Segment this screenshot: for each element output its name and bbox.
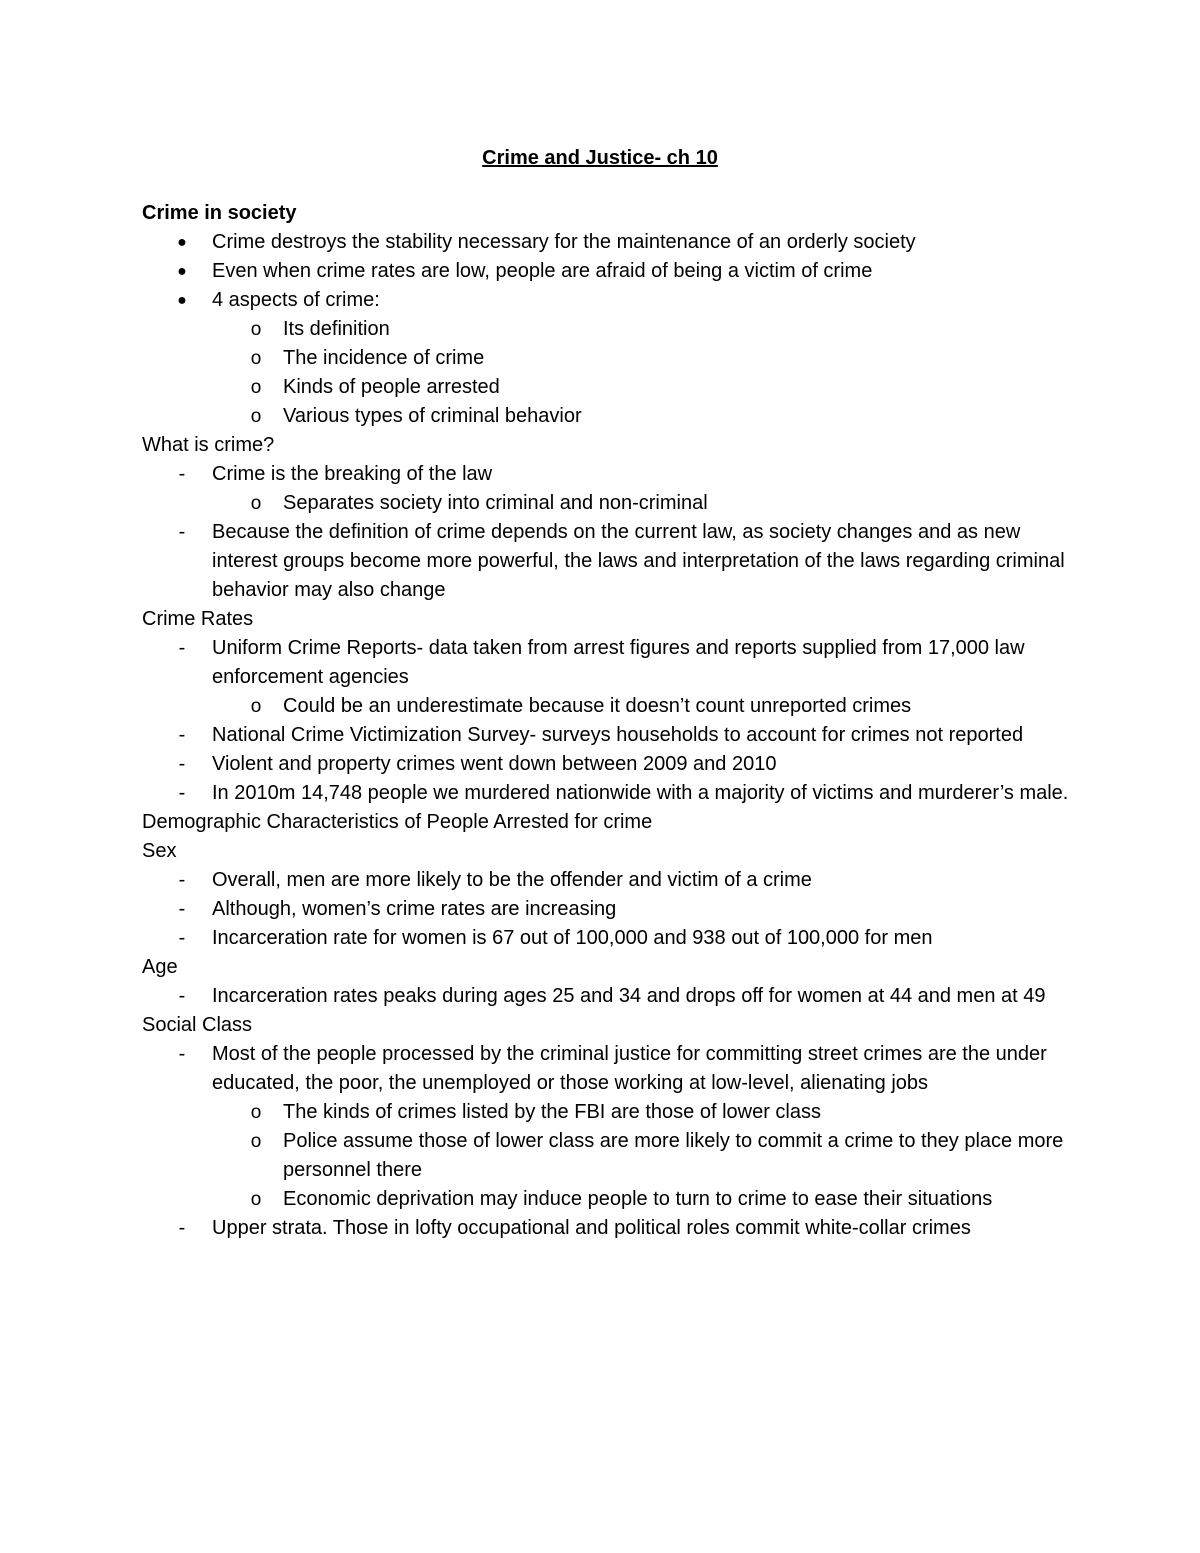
list-item [142,779,1072,808]
list-item-text: Kinds of people arrested [283,376,500,398]
list-item-text: In 2010m 14,748 people we murdered nationwide with a majority of victims and murderer’s male. [212,782,1069,804]
list-item [142,460,1072,489]
list-item [142,518,1072,605]
dash-icon: - [178,753,186,775]
dash-icon: - [178,927,186,949]
section-heading-social-class: Social Class [142,1014,253,1036]
sub-list-item [142,344,1072,373]
page-title: Crime and Justice- ch 10 [482,147,718,169]
sub-list-item [142,1185,1072,1214]
list-item-text: Economic deprivation may induce people to turn to crime to ease their situations [283,1188,993,1210]
list-item-text: Incarceration rates peaks during ages 25 and 34 and drops off for women at 44 and men at 49 [212,985,1046,1007]
dash-icon: - [178,869,186,891]
sub-list-item [142,1098,1072,1127]
circle-bullet-icon: o [250,377,262,398]
list-item [142,721,1072,750]
list-item-text: Crime destroys the stability necessary for the maintenance of an orderly society [212,231,916,253]
list-item [142,895,1072,924]
document-body [142,199,1072,1243]
list-item-text: Separates society into criminal and non-criminal [283,492,708,514]
list-item [142,866,1072,895]
dash-icon: - [178,637,186,659]
list-item-text: Uniform Crime Reports- data taken from arrest figures and reports supplied from 17,000 law enforcement agencies [212,637,1025,688]
list-item-text: Incarceration rate for women is 67 out of 100,000 and 938 out of 100,000 for men [212,927,933,949]
list-item [142,750,1072,779]
dash-icon: - [178,463,186,485]
list-item [142,1214,1072,1243]
list-item-text: Because the definition of crime depends on the current law, as society changes and as new interest groups become more powerful, the laws and interpretation of the laws regarding criminal behavior may also change [212,521,1065,601]
circle-bullet-icon: o [250,1131,262,1152]
list-item [142,286,1072,315]
section-heading-crime-in-society: Crime in society [142,202,297,224]
list-item [142,257,1072,286]
list-item-text: Overall, men are more likely to be the offender and victim of a crime [212,869,812,891]
list-item [142,1040,1072,1098]
list-item-text: Upper strata. Those in lofty occupational and political roles commit white-collar crimes [212,1217,971,1239]
list-item-text: Even when crime rates are low, people are afraid of being a victim of crime [212,260,873,282]
dash-icon: - [178,1217,186,1239]
list-item [142,634,1072,692]
dash-icon: - [178,898,186,920]
list-item-text: Although, women’s crime rates are increasing [212,898,617,920]
circle-bullet-icon: o [250,493,262,514]
section-heading-demographics: Demographic Characteristics of People Arrested for crime [142,811,653,833]
list-item-text: Various types of criminal behavior [283,405,582,427]
list-item-text: Most of the people processed by the criminal justice for committing street crimes are the under educated, the poor, the unemployed or those working at low-level, alienating jobs [212,1043,1047,1094]
section-heading-what-is-crime: What is crime? [142,434,275,456]
circle-bullet-icon: o [250,348,262,369]
section-heading-crime-rates: Crime Rates [142,608,254,630]
sub-list-item [142,489,1072,518]
sub-list-item [142,692,1072,721]
list-item-text: Could be an underestimate because it doesn’t count unreported crimes [283,695,912,717]
list-item [142,228,1072,257]
list-item-text: Crime is the breaking of the law [212,463,493,485]
list-item-text: Its definition [283,318,390,340]
dash-icon: - [178,724,186,746]
dash-icon: - [178,1043,186,1065]
dash-icon: - [178,985,186,1007]
circle-bullet-icon: o [250,406,262,427]
dash-icon: - [178,782,186,804]
section-heading-age: Age [142,956,178,978]
sub-list-item [142,373,1072,402]
list-item [142,982,1072,1011]
sub-list-item [142,1127,1072,1185]
list-item-text: The kinds of crimes listed by the FBI are those of lower class [283,1101,821,1123]
list-item-text: 4 aspects of crime: [212,289,380,311]
circle-bullet-icon: o [250,319,262,340]
list-item-text: Violent and property crimes went down between 2009 and 2010 [212,753,777,775]
bullet-icon: ● [177,292,187,309]
sub-list-item [142,402,1072,431]
circle-bullet-icon: o [250,1189,262,1210]
bullet-icon: ● [177,234,187,251]
list-item-text: National Crime Victimization Survey- surveys households to account for crimes not reported [212,724,1024,746]
circle-bullet-icon: o [250,696,262,717]
dash-icon: - [178,521,186,543]
list-item-text: The incidence of crime [283,347,485,369]
circle-bullet-icon: o [250,1102,262,1123]
section-heading-sex: Sex [142,840,177,862]
sub-list-item [142,315,1072,344]
list-item-text: Police assume those of lower class are more likely to commit a crime to they place more personnel there [283,1130,1064,1181]
list-item [142,924,1072,953]
bullet-icon: ● [177,263,187,280]
